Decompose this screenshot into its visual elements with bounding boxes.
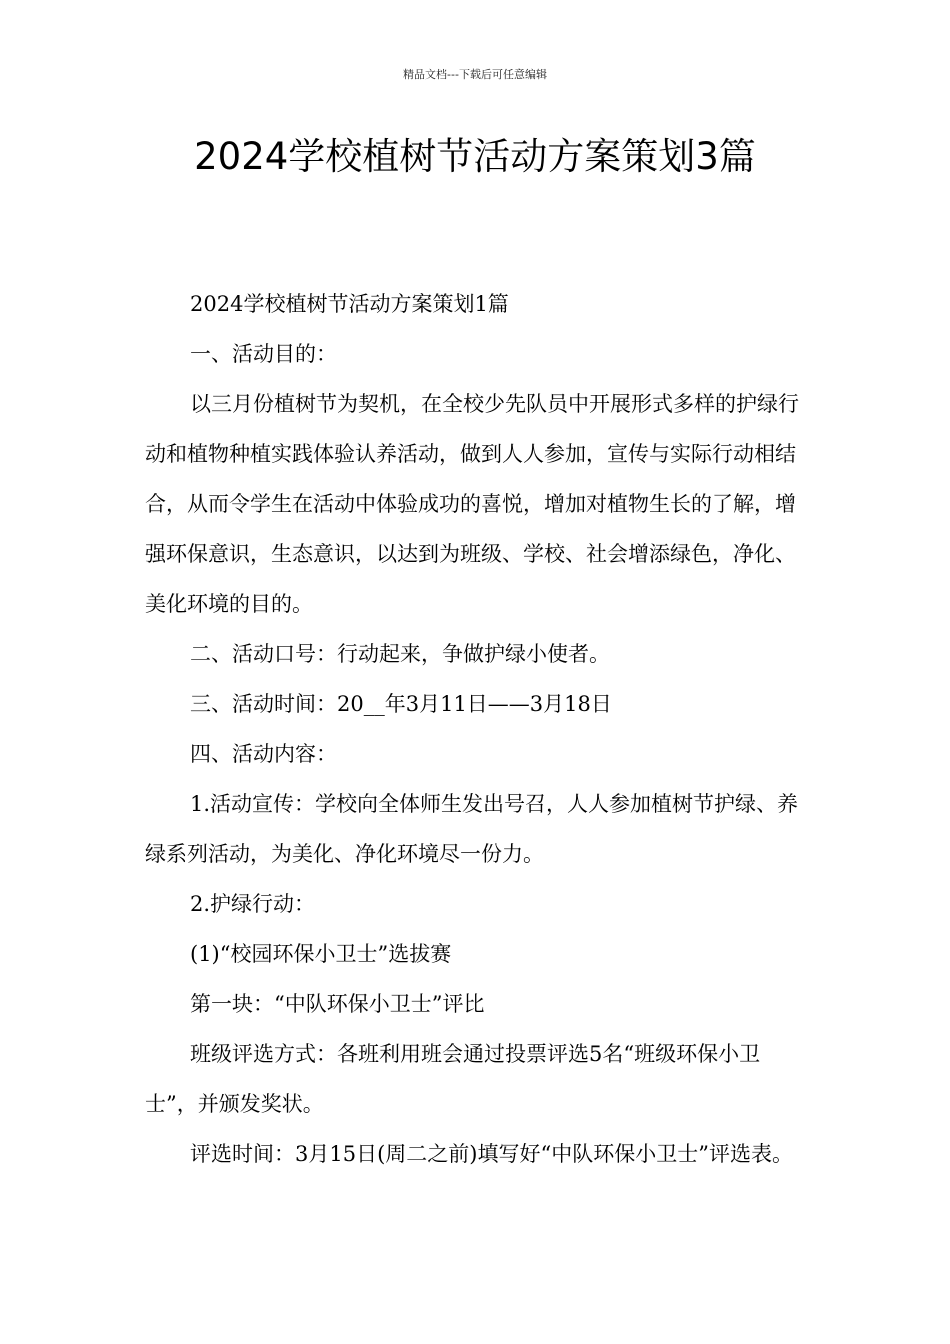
paragraph: 1.活动宣传：学校向全体师生发出号召，人人参加植树节护绿、养绿系列活动，为美化、净化环境尽一份力。 [145,792,799,866]
paragraph: 三、活动时间：20__年3月11日——3月18日 [190,692,612,716]
section-heading: 2024学校植树节活动方案策划1篇 [190,292,509,316]
paragraph: (1)“校园环保小卫士”选拔赛 [190,942,452,966]
paragraph: 二、活动口号：行动起来，争做护绿小使者。 [190,642,610,666]
paragraph: 一、活动目的： [190,342,337,366]
page-header: 精品文档---下载后可任意编辑 [403,68,547,81]
document-title: 2024学校植树节活动方案策划3篇 [194,135,756,178]
paragraph: 班级评选方式：各班利用班会通过投票评选5名“班级环保小卫士”，并颁发奖状。 [145,1042,761,1116]
paragraph: 以三月份植树节为契机，在全校少先队员中开展形式多样的护绿行动和植物种植实践体验认养活动，做到人人参加，宣传与实际行动相结合，从而令学生在活动中体验成功的喜悦，增加对植物生长的了解，增强环保意识，生态意识，以达到为班级、学校、社会增添绿色，净化、美化环境的目的。 [145,392,799,616]
paragraph: 2.护绿行动： [190,892,316,916]
paragraph: 评选时间：3月15日(周二之前)填写好“中队环保小卫士”评选表。 [190,1142,793,1166]
paragraph: 四、活动内容： [190,742,337,766]
document-body [145,279,810,1179]
paragraph: 第一块：“中队环保小卫士”评比 [190,992,485,1016]
